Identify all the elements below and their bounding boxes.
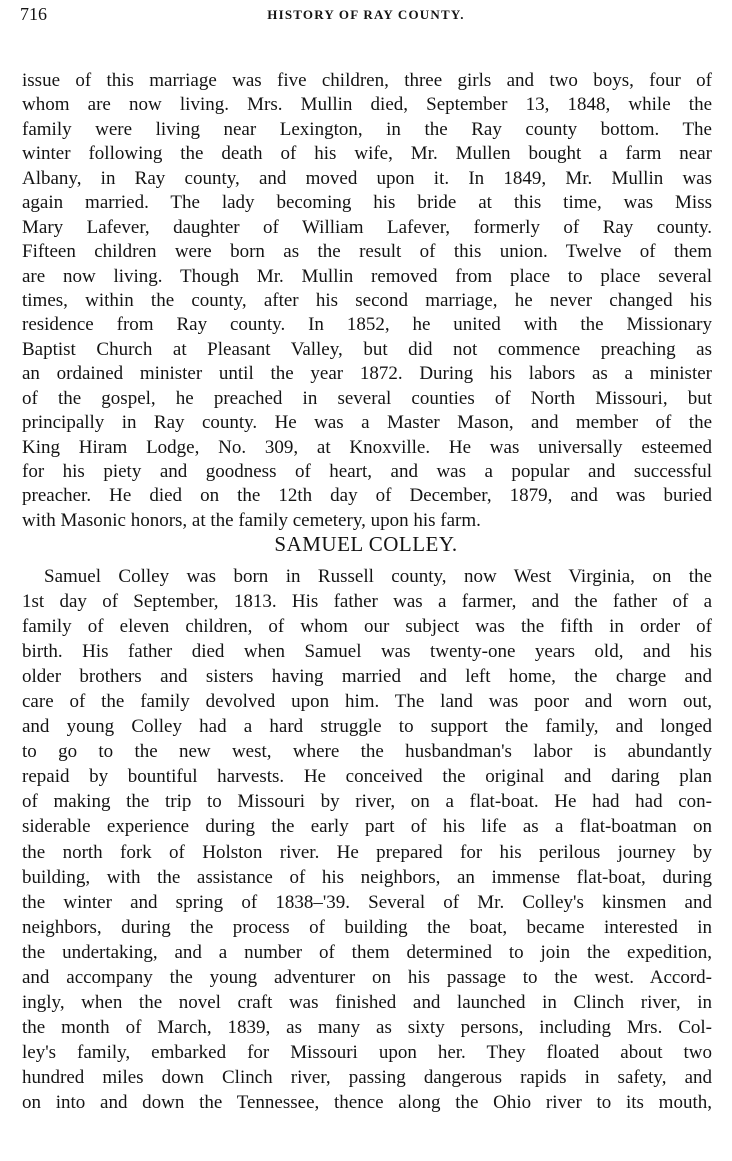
- text-line: an ordained minister until the year 1872. During his labors as a minister: [22, 363, 712, 385]
- text-line: with Masonic honors, at the family cemetery, upon his farm.: [22, 509, 481, 531]
- text-line: for his piety and goodness of heart, and was a popular and successful: [22, 461, 712, 482]
- text-line: and accompany the young adventurer on his passage to the west. Accord-: [22, 966, 712, 988]
- text-line: repaid by bountiful harvests. He conceived the original and daring plan: [22, 766, 712, 788]
- text-line: winter following the death of his wife, Mr. Mullen bought a farm near: [22, 143, 712, 165]
- text-line: principally in Ray county. He was a Master Mason, and member of the: [22, 412, 712, 434]
- text-line: to go to the new west, where the husbandman's labor is abundantly: [22, 741, 712, 763]
- text-line: ingly, when the novel craft was finished and launched in Clinch river, in: [22, 991, 712, 1013]
- text-line: Baptist Church at Pleasant Valley, but did not commence preaching as: [22, 338, 712, 360]
- text-line: times, within the county, after his second marriage, he never changed his: [22, 289, 712, 311]
- text-line: of the gospel, he preached in several counties of North Missouri, but: [22, 387, 712, 409]
- text-line: family of eleven children, of whom our subject was the fifth in order of: [22, 616, 712, 638]
- section-heading: SAMUEL COLLEY.: [274, 532, 458, 556]
- running-title: HISTORY OF RAY COUNTY.: [267, 7, 465, 22]
- text-line: and young Colley had a hard struggle to support the family, and longed: [22, 716, 712, 738]
- text-line: Fifteen children were born as the result of this union. Twelve of them: [22, 241, 712, 263]
- text-line: hundred miles down Clinch river, passing dangerous rapids in safety, and: [22, 1066, 712, 1088]
- text-line: on into and down the Tennessee, thence along the Ohio river to its mouth,: [22, 1091, 712, 1113]
- text-line: 1st day of September, 1813. His father was a farmer, and the father of a: [22, 591, 712, 613]
- text-line: siderable experience during the early part of his life as a flat-boatman on: [22, 816, 712, 838]
- text-line: issue of this marriage was five children, three girls and two boys, four of: [22, 70, 712, 91]
- text-line: the undertaking, and a number of them determined to join the expedition,: [22, 941, 712, 963]
- text-line: again married. The lady becoming his bride at this time, was Miss: [22, 192, 712, 214]
- text-line: preacher. He died on the 12th day of December, 1879, and was buried: [22, 485, 712, 507]
- text-line: whom are now living. Mrs. Mullin died, September 13, 1848, while the: [22, 94, 712, 116]
- text-line: King Hiram Lodge, No. 309, at Knoxville. He was universally esteemed: [22, 436, 712, 458]
- text-line: ley's family, embarked for Missouri upon her. They floated about two: [22, 1041, 712, 1063]
- text-line: birth. His father died when Samuel was twenty-one years old, and his: [22, 641, 712, 663]
- paragraph-samuel-colley: [22, 564, 712, 1115]
- text-line: neighbors, during the process of building the boat, became interested in: [22, 916, 712, 938]
- text-line: the month of March, 1839, as many as sixty persons, including Mrs. Col-: [22, 1016, 712, 1038]
- text-line: are now living. Though Mr. Mullin removed from place to place several: [22, 265, 712, 287]
- text-line: of making the trip to Missouri by river, on a flat-boat. He had had con-: [22, 791, 712, 813]
- page-number: 716: [20, 4, 47, 24]
- text-line: care of the family devolved upon him. The land was poor and worn out,: [22, 691, 712, 713]
- text-line: Albany, in Ray county, and moved upon it. In 1849, Mr. Mullin was: [22, 167, 712, 189]
- text-line: the north fork of Holston river. He prepared for his perilous journey by: [22, 841, 712, 863]
- paragraph-mullin-biography: [22, 69, 712, 533]
- text-line: family were living near Lexington, in the Ray county bottom. The: [22, 118, 712, 140]
- text-line: the winter and spring of 1838–'39. Several of Mr. Colley's kinsmen and: [22, 891, 712, 913]
- text-line: residence from Ray county. In 1852, he united with the Missionary: [22, 314, 712, 336]
- text-line: Mary Lafever, daughter of William Lafever, formerly of Ray county.: [22, 216, 712, 238]
- text-line: older brothers and sisters having married and left home, the charge and: [22, 666, 712, 688]
- text-line: Samuel Colley was born in Russell county, now West Virginia, on the: [44, 566, 712, 587]
- text-line: building, with the assistance of his neighbors, an immense flat-boat, during: [22, 866, 712, 888]
